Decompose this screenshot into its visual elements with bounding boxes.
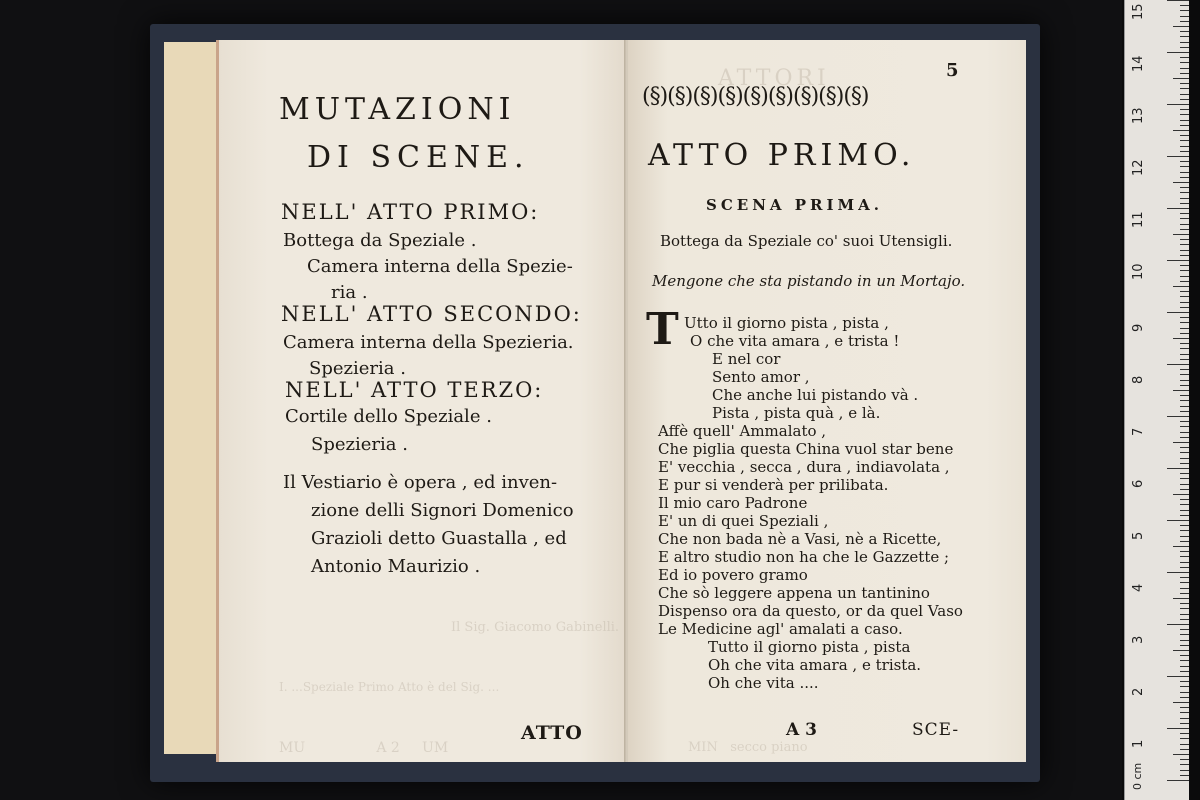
ruler-tick: [1180, 146, 1189, 147]
ruler-tick: [1180, 198, 1189, 199]
ruler-tick: [1180, 666, 1189, 667]
bleed-through-text: Il Sig. Giacomo Gabinelli.: [451, 620, 620, 635]
ruler-tick: [1180, 166, 1189, 167]
ruler-tick: [1180, 31, 1189, 32]
verse-line: E altro studio non ha che le Gazzette ;: [658, 548, 950, 566]
ruler-tick: [1180, 10, 1189, 11]
ruler-tick: [1180, 614, 1189, 615]
ruler-tick: [1180, 640, 1189, 641]
ruler-tick: [1180, 692, 1189, 693]
act2-line: Camera interna della Spezieria.: [283, 332, 574, 353]
ruler-tick: [1180, 369, 1189, 370]
ruler-tick: [1180, 239, 1189, 240]
ruler-tick: [1180, 588, 1189, 589]
ruler-tick: [1180, 172, 1189, 173]
bleed-through-text: MU A 2 UM: [279, 740, 449, 756]
ruler-tick: [1180, 21, 1189, 22]
act1-line: Bottega da Speziale .: [283, 230, 477, 251]
ornament-band: (§)(§)(§)(§)(§)(§)(§)(§)(§): [642, 84, 869, 109]
verse-line: Ed io povero gramo: [658, 566, 808, 584]
ruler-tick: [1180, 192, 1189, 193]
ruler-number: 3: [1131, 635, 1146, 644]
verse-line: Il mio caro Padrone: [658, 494, 808, 512]
drop-cap: T: [646, 304, 679, 355]
ruler-tick: [1167, 624, 1189, 625]
ruler-tick: [1173, 494, 1189, 495]
ruler-tick: [1173, 702, 1189, 703]
ruler-tick: [1167, 52, 1189, 53]
ruler-tick: [1180, 411, 1189, 412]
ruler-tick: [1180, 775, 1189, 776]
ruler-tick: [1173, 338, 1189, 339]
left-page: [216, 40, 629, 762]
credits-line: zione delli Signori Domenico: [311, 500, 574, 521]
ruler-tick: [1180, 94, 1189, 95]
ruler-tick: [1180, 359, 1189, 360]
ruler-tick: [1180, 562, 1189, 563]
ruler-tick: [1180, 16, 1189, 17]
ruler-tick: [1180, 281, 1189, 282]
ruler-tick: [1180, 348, 1189, 349]
right-page: [628, 40, 1026, 762]
ruler-tick: [1180, 343, 1189, 344]
ruler-tick: [1180, 5, 1189, 6]
verse-line: Tutto il giorno pista , pista: [708, 638, 911, 656]
ruler-tick: [1167, 208, 1189, 209]
verse-line: Utto il giorno pista , pista ,: [684, 314, 889, 332]
ruler-tick: [1167, 780, 1189, 781]
ruler-tick: [1180, 556, 1189, 557]
ruler-tick: [1180, 619, 1189, 620]
ruler-tick: [1180, 354, 1189, 355]
ruler-number: 14: [1131, 55, 1146, 72]
verse-line: Che sò leggere appena un tantinino: [658, 584, 930, 602]
ruler-tick: [1180, 177, 1189, 178]
bleed-through-text: MIN secco piano: [688, 740, 808, 755]
catchword: SCE-: [912, 720, 960, 740]
ruler-tick: [1180, 406, 1189, 407]
verse-line: E pur si venderà per prilibata.: [658, 476, 889, 494]
ruler-tick: [1173, 130, 1189, 131]
ruler-tick: [1180, 489, 1189, 490]
ruler-tick: [1180, 733, 1189, 734]
verse-line: Dispenso ora da questo, or da quel Vaso: [658, 602, 963, 620]
ruler-tick: [1180, 478, 1189, 479]
ruler-number: 5: [1131, 531, 1146, 540]
ruler-tick: [1180, 125, 1189, 126]
ruler-tick: [1180, 255, 1189, 256]
bleed-through-text: ATTORI: [718, 66, 830, 91]
ruler-tick: [1180, 707, 1189, 708]
ruler-tick: [1180, 203, 1189, 204]
ruler-tick: [1180, 291, 1189, 292]
ruler-tick: [1180, 229, 1189, 230]
verse-line: Che anche lui pistando và .: [712, 386, 919, 404]
ruler-tick: [1180, 296, 1189, 297]
ruler-tick: [1180, 73, 1189, 74]
ruler-tick: [1180, 317, 1189, 318]
scene-setting: Bottega da Speziale co' suoi Utensigli.: [660, 232, 953, 250]
ruler-tick: [1180, 660, 1189, 661]
ruler-tick: [1180, 484, 1189, 485]
ruler-tick: [1180, 525, 1189, 526]
ruler-tick: [1180, 218, 1189, 219]
credits-line: Grazioli detto Guastalla , ed: [311, 528, 567, 549]
ruler-tick: [1180, 328, 1189, 329]
ruler-number: 12: [1131, 159, 1146, 176]
credits-line: Il Vestiario è opera , ed inven-: [283, 472, 558, 493]
ruler-tick: [1180, 68, 1189, 69]
ruler-tick: [1180, 302, 1189, 303]
ruler-tick: [1180, 83, 1189, 84]
ruler-tick: [1180, 718, 1189, 719]
ruler-tick: [1180, 161, 1189, 162]
ruler-tick: [1167, 416, 1189, 417]
ruler-tick: [1180, 400, 1189, 401]
ruler-tick: [1180, 380, 1189, 381]
ruler-tick: [1180, 213, 1189, 214]
ruler-number: 4: [1131, 583, 1146, 592]
ruler-tick: [1173, 546, 1189, 547]
ruler-tick: [1180, 541, 1189, 542]
ruler-tick: [1173, 598, 1189, 599]
ruler-tick: [1173, 78, 1189, 79]
ruler-number: 13: [1131, 107, 1146, 124]
verse-line: E nel cor: [712, 350, 781, 368]
ruler-tick: [1180, 515, 1189, 516]
verse-line: Oh che vita ....: [708, 674, 819, 692]
act1-heading: NELL' ATTO PRIMO:: [281, 200, 540, 224]
verse-line: Le Medicine agl' amalati a caso.: [658, 620, 903, 638]
ruler-tick: [1180, 47, 1189, 48]
ruler-tick: [1180, 244, 1189, 245]
ruler-tick: [1180, 395, 1189, 396]
ruler-tick: [1167, 520, 1189, 521]
ruler-tick: [1180, 473, 1189, 474]
ruler-tick: [1180, 463, 1189, 464]
ruler-tick: [1180, 224, 1189, 225]
ruler-tick: [1173, 650, 1189, 651]
ruler-tick: [1180, 697, 1189, 698]
ruler-tick: [1180, 187, 1189, 188]
ruler-tick: [1180, 437, 1189, 438]
ruler-tick: [1180, 582, 1189, 583]
ruler-tick: [1167, 728, 1189, 729]
ruler-number: 8: [1131, 375, 1146, 384]
act1-line: Camera interna della Spezie-: [307, 256, 573, 277]
ruler-tick: [1180, 265, 1189, 266]
ruler-tick: [1180, 114, 1189, 115]
ruler-tick: [1180, 671, 1189, 672]
ruler-tick: [1180, 426, 1189, 427]
ruler-tick: [1167, 0, 1189, 1]
ruler-tick: [1180, 593, 1189, 594]
ruler-number: 7: [1131, 427, 1146, 436]
ruler-tick: [1173, 26, 1189, 27]
ruler-tick: [1173, 234, 1189, 235]
ruler-tick: [1180, 276, 1189, 277]
ruler-tick: [1180, 510, 1189, 511]
ruler-tick: [1180, 140, 1189, 141]
ruler-tick: [1180, 88, 1189, 89]
ruler-tick: [1180, 530, 1189, 531]
ruler-tick: [1180, 62, 1189, 63]
ruler-tick: [1180, 120, 1189, 121]
ruler-tick: [1180, 458, 1189, 459]
ruler-tick: [1180, 499, 1189, 500]
ruler-tick: [1167, 364, 1189, 365]
ruler-number: 1: [1131, 739, 1146, 748]
ruler-tick: [1180, 151, 1189, 152]
act1-line: ria .: [331, 282, 368, 303]
act3-line: Cortile dello Speziale .: [285, 406, 492, 427]
act3-heading: NELL' ATTO TERZO:: [285, 378, 544, 402]
act2-heading: NELL' ATTO SECONDO:: [281, 302, 582, 326]
signature-mark: A 3: [786, 720, 817, 740]
ruler-tick: [1180, 551, 1189, 552]
act2-line: Spezieria .: [309, 358, 406, 379]
ruler-tick: [1167, 156, 1189, 157]
verse-line: E' vecchia , secca , dura , indiavolata ,: [658, 458, 950, 476]
catchword: ATTO: [521, 722, 583, 744]
ruler-tick: [1180, 712, 1189, 713]
ruler-tick: [1173, 442, 1189, 443]
page-title-line2: DI SCENE.: [307, 140, 530, 175]
ruler-tick: [1180, 603, 1189, 604]
ruler-tick: [1180, 749, 1189, 750]
ruler-tick: [1180, 99, 1189, 100]
ruler-tick: [1167, 104, 1189, 105]
act3-line: Spezieria .: [311, 434, 408, 455]
page-title-line1: MUTAZIONI: [279, 92, 516, 127]
ruler-tick: [1167, 260, 1189, 261]
verse-line: Pista , pista quà , e là.: [712, 404, 881, 422]
ruler-tick: [1173, 286, 1189, 287]
ruler-tick: [1180, 770, 1189, 771]
ruler-tick: [1180, 270, 1189, 271]
page-number: 5: [946, 60, 959, 81]
ruler-number: 2: [1131, 687, 1146, 696]
ruler-tick: [1167, 676, 1189, 677]
ruler-tick: [1180, 385, 1189, 386]
ruler-tick: [1180, 333, 1189, 334]
verse-line: O che vita amara , e trista !: [690, 332, 900, 350]
ruler-tick: [1180, 723, 1189, 724]
ruler-tick: [1180, 432, 1189, 433]
ruler-tick: [1180, 250, 1189, 251]
ruler-tick: [1180, 655, 1189, 656]
measuring-ruler: [1124, 0, 1189, 800]
ruler-tick: [1180, 374, 1189, 375]
ruler-tick: [1180, 608, 1189, 609]
ruler-unit-label: 0 cm: [1131, 762, 1144, 790]
ruler-tick: [1180, 629, 1189, 630]
ruler-tick: [1180, 744, 1189, 745]
ruler-number: 10: [1131, 263, 1146, 280]
ruler-tick: [1173, 754, 1189, 755]
ruler-tick: [1180, 322, 1189, 323]
verse-line: E' un di quei Speziali ,: [658, 512, 829, 530]
ruler-tick: [1167, 572, 1189, 573]
ruler-tick: [1173, 182, 1189, 183]
ruler-number: 11: [1131, 211, 1146, 228]
ruler-tick: [1180, 577, 1189, 578]
verse-line: Affè quell' Ammalato ,: [658, 422, 827, 440]
ruler-tick: [1180, 764, 1189, 765]
ruler-tick: [1180, 452, 1189, 453]
verse-line: Oh che vita amara , e trista.: [708, 656, 922, 674]
ruler-tick: [1180, 421, 1189, 422]
ruler-number: 15: [1131, 3, 1146, 20]
ruler-tick: [1180, 686, 1189, 687]
ruler-tick: [1180, 135, 1189, 136]
ruler-number: 6: [1131, 479, 1146, 488]
ruler-tick: [1180, 447, 1189, 448]
ruler-tick: [1167, 312, 1189, 313]
ruler-tick: [1180, 42, 1189, 43]
ruler-tick: [1180, 681, 1189, 682]
ruler-tick: [1173, 390, 1189, 391]
credits-line: Antonio Maurizio .: [311, 556, 481, 577]
ruler-tick: [1180, 567, 1189, 568]
ruler-tick: [1180, 504, 1189, 505]
act-title: ATTO PRIMO.: [648, 138, 916, 173]
bleed-through-text: I. ...Speziale Primo Atto è del Sig. ...: [279, 680, 500, 694]
ruler-tick: [1180, 307, 1189, 308]
verse-line: Che piglia questa China vuol star bene: [658, 440, 954, 458]
ruler-tick: [1180, 759, 1189, 760]
ruler-tick: [1180, 109, 1189, 110]
stage-direction: Mengone che sta pistando in un Mortajo.: [652, 272, 966, 290]
verse-line: Che non bada nè a Vasi, nè a Ricette,: [658, 530, 942, 548]
ruler-tick: [1180, 57, 1189, 58]
ruler-tick: [1180, 36, 1189, 37]
ruler-tick: [1180, 738, 1189, 739]
ruler-tick: [1167, 468, 1189, 469]
ruler-tick: [1180, 536, 1189, 537]
ruler-tick: [1180, 634, 1189, 635]
ruler-number: 9: [1131, 323, 1146, 332]
flyleaf: [164, 42, 224, 754]
scene-title: SCENA PRIMA.: [706, 196, 884, 214]
ruler-tick: [1180, 645, 1189, 646]
verse-line: Sento amor ,: [712, 368, 810, 386]
